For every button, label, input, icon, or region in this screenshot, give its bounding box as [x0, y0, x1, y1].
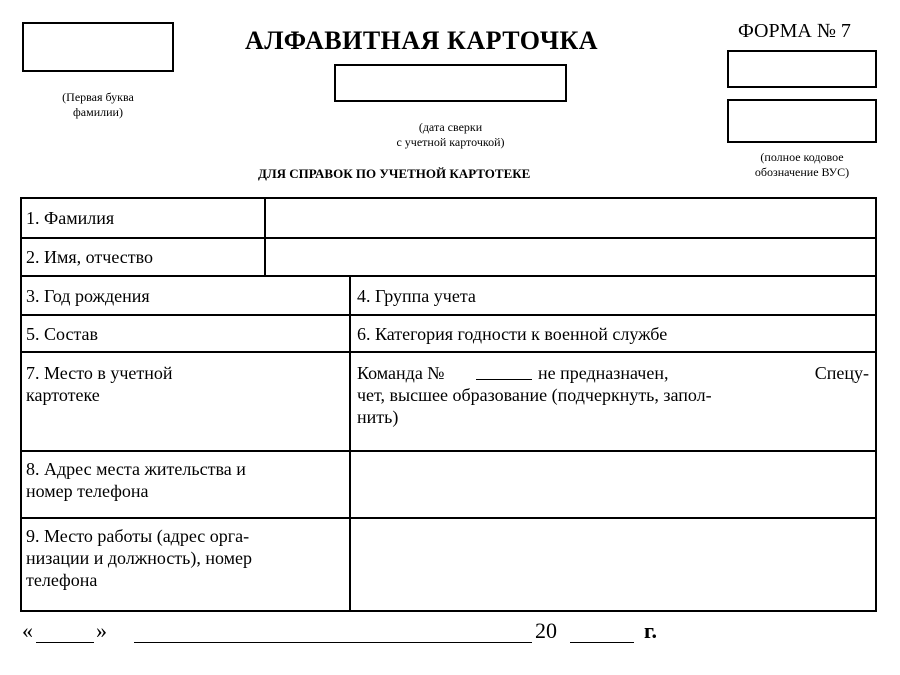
table-border-right [875, 197, 877, 612]
year-prefix: 20 [535, 618, 557, 643]
team-number-blank[interactable] [476, 379, 532, 380]
field-place-label-line2: картотеке [26, 385, 100, 405]
year-blank[interactable] [570, 642, 634, 643]
table-border-top [20, 197, 877, 199]
vus-caption-line1: (полное кодовое [760, 150, 844, 164]
field-work-label [26, 525, 252, 591]
row-divider [20, 450, 877, 452]
column-divider [264, 197, 266, 277]
team-not-assigned: не предназначен, [538, 363, 669, 383]
field-address-label-line2: номер телефона [26, 481, 149, 501]
row-divider [20, 275, 877, 277]
field-address-label [26, 458, 246, 502]
row-divider [20, 517, 877, 519]
day-blank[interactable] [36, 642, 94, 643]
row-divider [20, 351, 877, 353]
field-address-label-line1: 8. Адрес места жительства и [26, 459, 246, 479]
column-divider [349, 275, 351, 612]
date-close-quote: » [96, 618, 107, 643]
field-group-label: 4. Группа учета [357, 286, 476, 306]
row-divider [20, 314, 877, 316]
vus-caption-line2: обозначение ВУС) [754, 165, 850, 179]
first-letter-caption-line2: фамилии) [73, 105, 123, 119]
page-subtitle: ДЛЯ СПРАВОК ПО УЧЕТНОЙ КАРТОТЕКЕ [258, 166, 531, 181]
team-text [357, 362, 869, 428]
field-work-input[interactable] [353, 521, 872, 608]
footer-date [22, 618, 722, 652]
field-work-label-line2: низации и должность), номер [26, 548, 253, 568]
row-divider [20, 237, 877, 239]
field-place-label-line1: 7. Место в учетной [26, 363, 173, 383]
date-caption-line1: (дата сверки [418, 120, 483, 134]
field-name-label: 2. Имя, отчество [26, 247, 154, 267]
first-letter-caption-line1: (Первая буква [62, 90, 134, 104]
page-title: АЛФАВИТНАЯ КАРТОЧКА [245, 26, 599, 55]
field-composition-label: 5. Состав [26, 324, 99, 344]
team-spec-hyphen: Спецу- [814, 363, 869, 383]
month-blank[interactable] [134, 642, 532, 643]
team-line1 [357, 362, 869, 384]
table-border-bottom [20, 610, 877, 612]
team-label: Команда № [357, 363, 445, 383]
field-birth-year-label: 3. Год рождения [26, 286, 150, 306]
year-suffix: г. [644, 618, 658, 643]
field-place-label [26, 362, 173, 406]
team-line3: нить) [357, 407, 399, 427]
team-line2: чет, высшее образование (подчеркнуть, запол- [357, 385, 712, 405]
date-open-quote: « [22, 618, 33, 643]
date-caption-line2: с учетной карточкой) [396, 135, 505, 149]
field-surname-label: 1. Фамилия [26, 208, 115, 228]
field-work-label-line1: 9. Место работы (адрес орга- [26, 526, 250, 546]
field-surname-input[interactable] [268, 201, 872, 235]
field-fitness-label: 6. Категория годности к военной службе [357, 324, 668, 344]
field-address-input[interactable] [353, 454, 872, 515]
field-work-label-line3: телефона [26, 570, 98, 590]
field-name-input[interactable] [268, 241, 872, 273]
form-number: ФОРМА № 7 [738, 20, 851, 42]
table-border-left [20, 197, 22, 612]
